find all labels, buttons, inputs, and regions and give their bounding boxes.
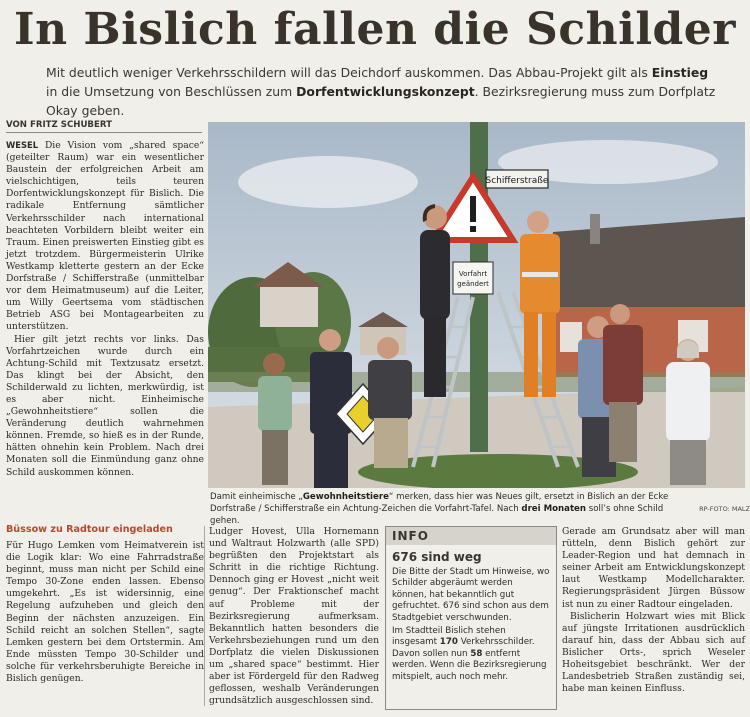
info-text-part: Verkehrsschilder. Davon sollen nun [392,637,535,659]
section-heading: Büssow zu Radtour eingeladen [6,524,173,535]
article-column-1 [6,139,204,479]
subhead-text: Mit deutlich weniger Verkehrsschildern will das Deichdorf auskommen. Das Abbau-Projekt gilt als [46,65,652,80]
article-column-2 [209,526,379,707]
article-column-1-lower [6,540,204,685]
info-number: 58 [470,648,483,659]
article-column-4 [562,526,745,695]
caption-bold: Gewohnheitstiere [302,492,389,502]
info-text-part: entfernt werden. Wenn die Bezirksregierung mitspielt, auch noch mehr. [392,648,547,682]
paragraph: Ludger Hovest, Ulla Hornemann und Waltraut Holzwarth (alle SPD) begrüßten den Projektstart als Schritt in die richtige Richtung. Dennoch ging er Hovest „nicht weit genug“. Der Fraktionschef macht auf Probleme mit der Bezirksregierung aufmerksam. Bekanntlich hatten besonders die Verkehrsbeziehungen rund um den Dorfplatz die vielen Diskussionen um „shared space“ bestimmt. Hier aber ist Fördergeld für den Radweg geflossen, weshalb Veränderungen grundsätzlich ausgeschlossen sind. [209,526,379,707]
subhead-text: . Bezirksregierung muss zum Dorfplatz Okay geben. [46,84,716,118]
article-photo [208,122,745,488]
byline: VON FRITZ SCHUBERT [6,120,112,130]
subhead [46,63,716,120]
headline: In Bislich fallen die Schilder [14,4,736,55]
info-paragraph [392,626,550,683]
info-text [392,567,550,683]
subhead-bold: Einstieg [651,65,709,80]
info-number: 170 [439,637,458,648]
info-box [385,526,557,710]
caption-text: “ merken, dass hier was Neues gilt, ersetzt in Bislich an der Ecke Dorfstraße / Schifferstraße ein Achtung-Zeichen die Vorfahrt-Tafel. Nach [210,492,669,514]
paragraph [6,139,204,334]
paragraph: Gerade am Grundsatz aber will man rütteln, denn Bislich gehört zur Leader-Region und hat demnach in seiner Arbeit am Entwicklungskonzept laut Westkamp Modellcharakter. Regierungspräsident Jürgen Büssow ist nun zu einer Radtour eingeladen. [562,526,745,610]
plate-text-line1: Vorfahrt [458,270,488,278]
plate-text-line2: geändert [457,280,489,288]
info-text-part: Im Stadtteil Bislich stehen insgesamt [392,626,506,648]
dateline: WESEL [6,140,39,150]
paragraph: Hier gilt jetzt rechts vor links. Das Vorfahrtzeichen wurde durch ein Achtung-Schild mit Textzusatz ersetzt. Das klingt bei der Absicht, den Schilderwald zu lichten, merkwürdig, ist es aber nicht. Einheimische „Gewohnheitstiere“ sollen die Veränderung deutlich wahrnehmen können. Fremde, so hieß es in der Runde, hätten ohnehin kein Problem. Nach drei Monaten soll die Einmündung ganz ohne Schild auskommen können. [6,333,204,478]
info-title: 676 sind weg [392,550,482,564]
paragraph: Bislicherin Holzwart wies mit Blick auf jüngste Irritationen ausdrücklich darauf hin, dass der Abbau sich auf Bislicher Orts-, sprich Weseler Hoheitsgebiet beschränkt. Wer der Landesbetrieb Straßen zuständig sei, habe man keinen Einfluss. [562,610,745,695]
caption-text: Damit einheimische „ [210,492,303,502]
info-label: INFO [386,527,556,545]
column-divider [204,526,205,706]
caption-text: soll’s ohne Schild gehen. [210,504,664,526]
paragraph: Für Hugo Lemken vom Heimatverein ist die Logik klar: Wo eine Fahrradstraße beginnt, muss man nicht per Schild eine Tempo 30-Zone enden lassen. Ebenso umgekehrt. „Es ist widersinnig, eine Regelung aufzuheben und gleich den Beginn der nächsten anzuzeigen. Ein Schild reicht an solchen Stellen“, sagte Lemken gestern bei dem Ortstermin. Am Ende müssten Tempo 30-Schilder und solche für verkehrsberuhigte Bereiche in Bislich genügen. [6,540,204,685]
info-paragraph: Die Bitte der Stadt um Hinweise, wo Schilder abgeräumt werden können, hat bekanntlich gut gefruchtet. 676 sind schon aus dem Stadtgebiet verschwunden. [392,567,550,623]
subhead-text: in die Umsetzung von Beschlüssen zum [46,84,297,99]
street-sign-text: Schifferstraße [485,176,549,186]
subhead-bold: Dorfentwicklungskonzept [296,84,475,99]
paragraph-text: Die Vision vom „shared space“ (geteilter Raum) war ein wesentlicher Baustein der erfolgreichen Arbeit am vielschichtigen, teils teuren Dorfentwicklungskonzept für Bislich. Die radikale Entfernung sämtlicher Verkehrsschilder nach international beachteten Vorbildern bleibt weiter ein Traum. Einen preiswerten Einstieg gibt es jetzt trotzdem. Bürgermeisterin Ulrike Westkamp kletterte gestern an der Ecke Dorfstraße / Schifferstraße (unmittelbar vor dem Heimatmuseum) auf die Leiter, um Willy Geertsema vom städtischen Betrieb ASG bei Montagearbeiten zu unterstützen. [6,140,205,333]
photo-credit: RP-FOTO: MALZ [699,505,750,513]
photo-caption [210,491,678,527]
byline-divider [6,132,202,133]
caption-bold: drei Monaten [521,504,587,514]
